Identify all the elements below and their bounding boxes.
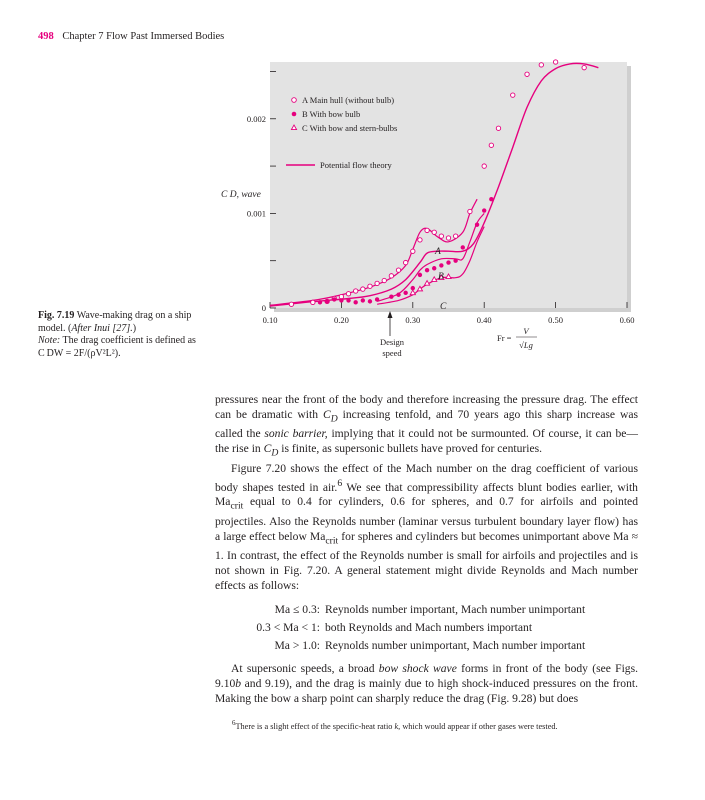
page-number: 498 xyxy=(38,31,54,42)
data-point-a xyxy=(539,63,543,67)
regime-text: Reynolds number important, Mach number unimportant xyxy=(325,603,586,617)
caption-source: After Inui [27]. xyxy=(71,322,133,334)
data-point-b xyxy=(332,297,336,301)
legend-item-theory: Potential flow theory xyxy=(320,160,392,170)
chapter-title: Chapter 7 Flow Past Immersed Bodies xyxy=(62,31,225,42)
p3-text-1: At supersonic speeds, a broad xyxy=(231,662,379,676)
legend-open-circle-icon xyxy=(292,98,297,103)
y-tick-label: 0.001 xyxy=(246,208,266,219)
p1-text-2: increasing tenfold, and 70 years ago this sharp increase was called the xyxy=(215,408,638,441)
p1-text-1: pressures near the front of the body and therefore increasing the pressure drag. The effect can be dramatic with xyxy=(215,393,638,421)
footnote-mark: 6 xyxy=(232,720,236,727)
regime-condition: Ma > 1.0: xyxy=(274,639,320,653)
data-point-a xyxy=(311,300,315,304)
legend-item-b: B With bow bulb xyxy=(302,109,361,119)
regime-text: Reynolds number unimportant, Mach number important xyxy=(325,639,586,653)
p2-text-4: for spheres and cylinders but becomes unimportant above Ma ≈ 1. In contrast, the effect of the Reynolds number is small for airfoils and projectiles and is not shown in Fig. 7.20. A general statement might divide Reynolds and Mach number effects as follows: xyxy=(215,529,638,593)
data-point-b xyxy=(375,297,379,301)
paragraph-1 xyxy=(215,392,638,461)
data-point-b xyxy=(432,266,436,270)
data-point-b xyxy=(325,299,329,303)
data-point-b xyxy=(482,208,486,212)
data-point-b xyxy=(446,260,450,264)
froude-numerator: V xyxy=(523,326,529,336)
p2-text-2: We see that compressibility affects blunt bodies earlier, with Ma xyxy=(215,480,638,509)
paragraph-2 xyxy=(215,461,638,593)
design-speed-label-1: Design xyxy=(379,337,405,347)
data-point-a xyxy=(368,284,372,288)
regime-row xyxy=(215,601,638,619)
figure-label: Fig. 7.19 xyxy=(38,310,75,321)
p3-text-2: forms in front of the body (see Figs. 9.10 xyxy=(215,662,639,691)
regime-list xyxy=(215,601,638,655)
data-point-b xyxy=(439,263,443,267)
data-point-b xyxy=(489,197,493,201)
x-tick-label: 0.60 xyxy=(619,315,635,325)
design-speed-arrowhead-icon xyxy=(388,311,393,318)
data-point-a xyxy=(511,93,515,97)
caption-text-1: Wave-making drag on a ship model. ( xyxy=(38,310,192,334)
body-text xyxy=(215,392,638,706)
p1-cd-2-sub: D xyxy=(271,447,279,459)
regime-row xyxy=(215,619,638,637)
data-point-b xyxy=(403,291,407,295)
legend-item-c: C With bow and stern-bulbs xyxy=(302,123,398,133)
legend-item-a: A Main hull (without bulb) xyxy=(302,95,395,105)
p1-cd-sub: D xyxy=(330,413,338,425)
regime-condition: 0.3 < Ma < 1: xyxy=(256,621,320,635)
data-point-b xyxy=(475,223,479,227)
p1-cd: C xyxy=(323,408,331,421)
p3-emphasis: bow shock wave xyxy=(378,662,457,676)
data-point-a xyxy=(496,126,500,130)
data-point-b xyxy=(389,294,393,298)
y-tick-label: 0.002 xyxy=(246,113,266,124)
data-point-a xyxy=(361,287,365,291)
footnote-emphasis: k xyxy=(394,721,399,731)
x-axis-label xyxy=(497,326,537,350)
data-point-a xyxy=(396,268,400,272)
data-point-a xyxy=(553,60,557,64)
footnote-ref: 6 xyxy=(337,477,343,489)
data-point-a xyxy=(418,238,422,242)
data-point-b xyxy=(418,273,422,277)
data-point-a xyxy=(446,236,450,240)
y-tick-label: 0 xyxy=(261,303,266,313)
data-point-b xyxy=(339,298,343,302)
data-point-a xyxy=(432,230,436,234)
p2-text-3: equal to 0.4 for cylinders, 0.6 for spheres, and 0.7 for airfoils and pointed projectiles. Also the Reynolds number (laminar versus turbulent boundary layer flow) has a large effect below Ma xyxy=(215,495,638,543)
data-point-a xyxy=(346,292,350,296)
data-point-a xyxy=(425,228,429,232)
y-axis-label: C D, wave xyxy=(221,190,261,200)
data-point-a xyxy=(439,234,443,238)
x-tick-label: 0.40 xyxy=(476,315,492,325)
data-point-a xyxy=(289,302,293,306)
x-tick-label: 0.50 xyxy=(548,315,564,325)
p1-cd-2: C xyxy=(263,442,272,456)
data-point-b xyxy=(453,258,457,262)
data-point-a xyxy=(375,281,379,285)
x-tick-label: 0.30 xyxy=(405,315,421,325)
caption-note-label: Note: xyxy=(38,335,61,346)
caption-formula: C DW = 2F/(ρV²L²). xyxy=(38,347,121,359)
p3-text-3: and 9.19), and the drag is mainly due to high shock-induced pressures on the front. Making the bow a sharp point can sharply reduce the drag (Fig. 9.28) but does xyxy=(215,677,638,706)
data-point-a xyxy=(403,260,407,264)
paragraph-3 xyxy=(215,661,638,706)
curve-label-b: B xyxy=(438,272,444,282)
p1-text-4: is finite, as supersonic bullets have proved for centuries. xyxy=(278,442,543,456)
data-point-a xyxy=(582,65,586,69)
figure-caption xyxy=(38,310,198,360)
data-point-a xyxy=(339,294,343,298)
data-point-b xyxy=(396,293,400,297)
x-tick-label: 0.20 xyxy=(333,315,349,325)
data-point-a xyxy=(353,289,357,293)
p3-fig-letter: b xyxy=(235,677,242,691)
curve-label-a: A xyxy=(435,247,441,257)
footnote xyxy=(232,720,558,731)
p2-sub-2: crit xyxy=(325,535,339,547)
data-point-a xyxy=(489,143,493,147)
data-point-a xyxy=(382,278,386,282)
data-point-b xyxy=(461,245,465,249)
p1-text-3: implying that it could not be surmounted. Of course, it can be—the rise in xyxy=(215,427,639,456)
froude-prefix: Fr = xyxy=(497,333,512,343)
regime-row xyxy=(215,637,638,655)
caption-text-2: ) xyxy=(132,322,137,334)
data-point-a xyxy=(482,164,486,168)
curve-label-c: C xyxy=(440,302,447,312)
p1-emphasis: sonic barrier, xyxy=(264,427,328,441)
p2-sub-1: crit xyxy=(230,500,244,512)
p2-text-1: Figure 7.20 shows the effect of the Mach number on the drag coefficient of various body shapes tested in air. xyxy=(215,461,638,494)
data-point-a xyxy=(525,72,529,76)
footnote-text-1: There is a slight effect of the specific-heat ratio xyxy=(235,721,395,731)
data-point-a xyxy=(468,209,472,213)
regime-condition: Ma ≤ 0.3: xyxy=(274,603,320,617)
froude-denominator: √Lg xyxy=(519,340,533,350)
data-point-b xyxy=(361,298,365,302)
design-speed-label-2: speed xyxy=(382,348,402,358)
data-point-a xyxy=(389,274,393,278)
regime-text: both Reynolds and Mach numbers important xyxy=(325,621,533,635)
x-tick-label: 0.10 xyxy=(262,315,278,325)
data-point-b xyxy=(353,300,357,304)
data-point-a xyxy=(453,234,457,238)
data-point-b xyxy=(346,298,350,302)
footnote-text-2: , which would appear if other gases were tested. xyxy=(398,721,558,731)
data-point-b xyxy=(425,268,429,272)
caption-note-text: The drag coefficient is defined as xyxy=(60,335,196,346)
data-point-b xyxy=(368,299,372,303)
legend-filled-circle-icon xyxy=(292,112,297,117)
design-speed-annotation xyxy=(380,311,405,358)
data-point-a xyxy=(411,249,415,253)
data-point-b xyxy=(318,300,322,304)
